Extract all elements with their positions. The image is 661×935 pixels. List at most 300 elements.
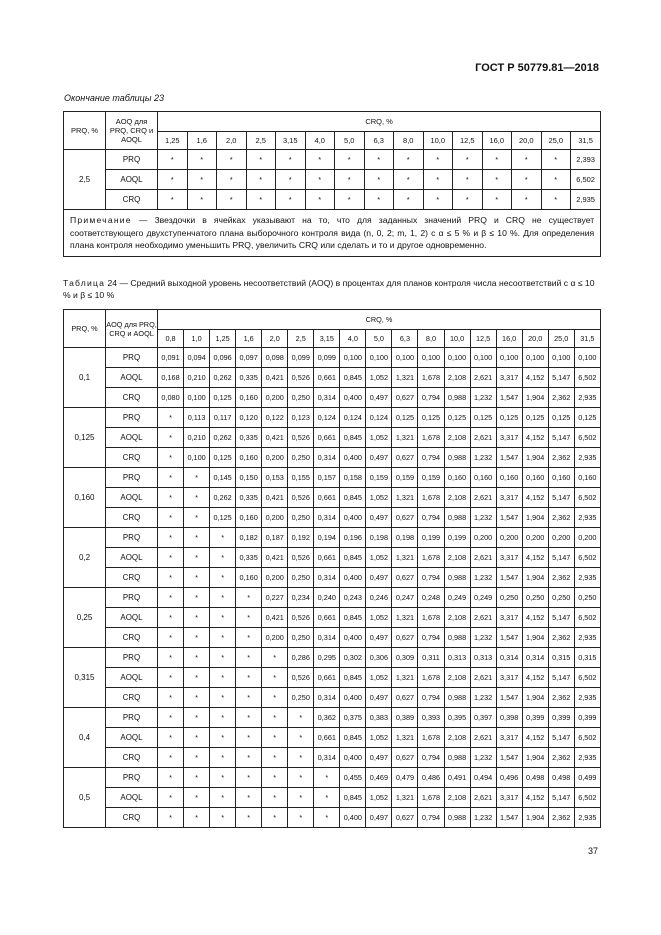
table-cell: 0,262 — [210, 428, 236, 448]
table-cell: * — [184, 708, 210, 728]
table-cell: 0,794 — [418, 568, 444, 588]
table-cell: 0,627 — [392, 748, 418, 768]
crq-value-header: 0,8 — [158, 330, 184, 348]
table-row — [64, 528, 601, 548]
note-text: — Звездочки в ячейках указывают на то, что для заданных значений PRQ и CRQ не существует соответствующего двухступенчатого плана выборочного контроля вида (n, 0, 2; m, 1, 2) с α ≤ 5 % и β ≤ 10 %. Для определения плана контроля необходимо уменьшить PRQ, увеличить CRQ или сделать и то и другое одновременно. — [70, 215, 595, 250]
table-cell: 2,362 — [548, 808, 574, 828]
table-cell: 2,935 — [574, 388, 600, 408]
table-cell: 0,160 — [236, 388, 262, 408]
table-cell: * — [262, 648, 288, 668]
table-cell: 4,152 — [522, 428, 548, 448]
table-cell: 6,502 — [574, 728, 600, 748]
table-cell: 0,200 — [496, 528, 522, 548]
parameter-label: AOQL — [106, 428, 158, 448]
table-cell: 0,988 — [444, 508, 470, 528]
table-cell: 0,988 — [444, 808, 470, 828]
table-cell: * — [246, 170, 276, 190]
table-cell: 0,661 — [314, 668, 340, 688]
table-cell: 0,362 — [314, 708, 340, 728]
table-cell: 2,108 — [444, 548, 470, 568]
table-cell: 0,100 — [496, 348, 522, 368]
table-cell: 0,125 — [548, 408, 574, 428]
table-cell: 0,168 — [158, 368, 184, 388]
table-cell: 2,362 — [548, 448, 574, 468]
table-cell: 0,498 — [548, 768, 574, 788]
table-cell: 2,935 — [574, 448, 600, 468]
table-cell: 0,794 — [418, 808, 444, 828]
table-cell: 0,526 — [288, 368, 314, 388]
table-cell: 0,198 — [392, 528, 418, 548]
parameter-label: AOQL — [106, 668, 158, 688]
crq-value-header: 31,5 — [571, 132, 601, 150]
table-cell: 0,250 — [288, 628, 314, 648]
table-cell: 1,547 — [496, 748, 522, 768]
table-cell: * — [184, 548, 210, 568]
table-cell: 0,200 — [262, 448, 288, 468]
table-cell: * — [236, 728, 262, 748]
table-cell: 0,306 — [366, 648, 392, 668]
table-cell: 0,988 — [444, 628, 470, 648]
table-cell: 2,621 — [470, 788, 496, 808]
table-cell: 5,147 — [548, 488, 574, 508]
table-cell: 0,249 — [444, 588, 470, 608]
table-cell: 2,393 — [571, 150, 601, 170]
table-cell: 1,547 — [496, 688, 522, 708]
table-cell: * — [158, 648, 184, 668]
table-cell: * — [276, 150, 306, 170]
crq-value-header: 4,0 — [305, 132, 335, 150]
table-cell: 0,099 — [288, 348, 314, 368]
table-cell: * — [453, 190, 483, 210]
table-cell: * — [210, 708, 236, 728]
table-cell: 2,621 — [470, 368, 496, 388]
table-cell: * — [394, 190, 424, 210]
table24-caption — [63, 277, 600, 301]
table-cell: * — [236, 748, 262, 768]
table-cell: * — [210, 568, 236, 588]
table-cell: 0,479 — [392, 768, 418, 788]
prq-group-value: 0,160 — [64, 468, 106, 528]
parameter-label: CRQ — [106, 568, 158, 588]
table-cell: 3,317 — [496, 548, 522, 568]
table-cell: * — [482, 150, 512, 170]
table-cell: 1,547 — [496, 628, 522, 648]
table-cell: * — [482, 190, 512, 210]
table-cell: * — [236, 808, 262, 828]
table-cell: 4,152 — [522, 368, 548, 388]
table-cell: 0,845 — [340, 368, 366, 388]
aoq-column-header: AOQ для PRQ, CRQ и AOQL — [106, 112, 158, 150]
table-cell: * — [394, 150, 424, 170]
table-cell: 1,904 — [522, 628, 548, 648]
crq-value-header: 1,25 — [210, 330, 236, 348]
table-cell: 3,317 — [496, 728, 522, 748]
table-cell: 0,160 — [574, 468, 600, 488]
table-cell: 0,314 — [314, 628, 340, 648]
table-cell: * — [541, 170, 571, 190]
table-cell: * — [236, 708, 262, 728]
table-cell: * — [158, 190, 188, 210]
crq-value-header: 20,0 — [512, 132, 542, 150]
table-cell: 0,160 — [496, 468, 522, 488]
parameter-label: CRQ — [106, 628, 158, 648]
aoq-column-header: AOQ для PRQ, CRQ и AOQL — [106, 310, 158, 348]
table-cell: * — [158, 748, 184, 768]
table-cell: 3,317 — [496, 788, 522, 808]
table-cell: 5,147 — [548, 788, 574, 808]
table-cell: 0,526 — [288, 608, 314, 628]
table-cell: 1,678 — [418, 428, 444, 448]
table-cell: 0,496 — [496, 768, 522, 788]
table-cell: 0,160 — [236, 508, 262, 528]
table-cell: 4,152 — [522, 728, 548, 748]
crq-value-header: 2,5 — [246, 132, 276, 150]
crq-value-header: 5,0 — [366, 330, 392, 348]
table-cell: * — [262, 768, 288, 788]
table-cell: 0,250 — [288, 448, 314, 468]
table-cell: 0,160 — [236, 568, 262, 588]
table-cell: 0,094 — [184, 348, 210, 368]
crq-value-header: 3,15 — [314, 330, 340, 348]
prq-column-header: PRQ, % — [64, 112, 106, 150]
parameter-label: AOQL — [106, 548, 158, 568]
table-cell: 1,052 — [366, 368, 392, 388]
table-cell: 2,108 — [444, 608, 470, 628]
table-cell: * — [512, 170, 542, 190]
table-cell: 0,100 — [366, 348, 392, 368]
table-cell: * — [158, 150, 188, 170]
table-cell: 2,935 — [574, 568, 600, 588]
table-cell: * — [158, 768, 184, 788]
table-cell: * — [236, 688, 262, 708]
table-cell: 0,497 — [366, 508, 392, 528]
table-cell: 0,247 — [392, 588, 418, 608]
table-row — [64, 748, 601, 768]
table-cell: 0,845 — [340, 728, 366, 748]
parameter-label: PRQ — [106, 408, 158, 428]
table-cell: 0,100 — [184, 448, 210, 468]
table-cell: 1,321 — [392, 488, 418, 508]
table-cell: 0,395 — [444, 708, 470, 728]
prq-group-value: 0,125 — [64, 408, 106, 468]
table-cell: 2,108 — [444, 488, 470, 508]
table-cell: * — [158, 528, 184, 548]
table-cell: * — [184, 568, 210, 588]
table-cell: * — [453, 170, 483, 190]
table-cell: * — [210, 788, 236, 808]
parameter-label: PRQ — [106, 708, 158, 728]
table-cell: 0,400 — [340, 688, 366, 708]
prq-group-value: 0,315 — [64, 648, 106, 708]
table-cell: 4,152 — [522, 668, 548, 688]
table-cell: 0,627 — [392, 688, 418, 708]
table-cell: 0,125 — [496, 408, 522, 428]
table-cell: 0,100 — [444, 348, 470, 368]
table-cell: 2,362 — [548, 388, 574, 408]
crq-value-header: 1,6 — [187, 132, 217, 150]
table-cell: * — [482, 170, 512, 190]
crq-value-header: 20,0 — [522, 330, 548, 348]
parameter-label: AOQL — [106, 608, 158, 628]
table-cell: * — [236, 788, 262, 808]
table-cell: 0,122 — [262, 408, 288, 428]
table-cell: * — [262, 708, 288, 728]
table-cell: * — [364, 170, 394, 190]
table-cell: * — [158, 488, 184, 508]
table-cell: * — [453, 150, 483, 170]
table-cell: 1,052 — [366, 728, 392, 748]
table-row — [64, 588, 601, 608]
table-cell: 2,108 — [444, 788, 470, 808]
table-cell: 0,234 — [288, 588, 314, 608]
table-cell: 0,498 — [522, 768, 548, 788]
table-cell: 1,321 — [392, 728, 418, 748]
parameter-label: PRQ — [106, 468, 158, 488]
table-cell: 0,494 — [470, 768, 496, 788]
table-cell: * — [364, 150, 394, 170]
table-cell: * — [423, 150, 453, 170]
crq-value-header: 25,0 — [548, 330, 574, 348]
table-cell: 0,250 — [548, 588, 574, 608]
table-cell: 0,098 — [262, 348, 288, 368]
table-cell: * — [335, 150, 365, 170]
table-row — [64, 668, 601, 688]
table-row — [64, 708, 601, 728]
table-cell: * — [423, 190, 453, 210]
table-cell: 1,678 — [418, 728, 444, 748]
table-cell: 4,152 — [522, 548, 548, 568]
table-cell: 2,108 — [444, 368, 470, 388]
table-cell: 0,200 — [522, 528, 548, 548]
table-cell: 0,200 — [262, 508, 288, 528]
crq-column-header: CRQ, % — [158, 112, 601, 132]
table-cell: 0,113 — [184, 408, 210, 428]
crq-value-header: 8,0 — [418, 330, 444, 348]
parameter-label: AOQL — [106, 788, 158, 808]
table-cell: * — [158, 588, 184, 608]
table-cell: 0,400 — [340, 388, 366, 408]
table-cell: 0,248 — [418, 588, 444, 608]
table-cell: 0,400 — [340, 748, 366, 768]
table-cell: 0,125 — [574, 408, 600, 428]
crq-value-header: 4,0 — [340, 330, 366, 348]
table-row — [64, 150, 601, 170]
table-cell: 4,152 — [522, 488, 548, 508]
table-cell: 3,317 — [496, 488, 522, 508]
table-cell: 0,314 — [314, 568, 340, 588]
table-cell: * — [184, 688, 210, 708]
table-cell: 0,794 — [418, 748, 444, 768]
table-cell: 0,526 — [288, 548, 314, 568]
table-cell: * — [184, 748, 210, 768]
crq-value-header: 5,0 — [335, 132, 365, 150]
table-row — [64, 488, 601, 508]
parameter-label: AOQL — [106, 170, 158, 190]
table-cell: * — [184, 808, 210, 828]
parameter-label: CRQ — [106, 748, 158, 768]
table-cell: * — [262, 808, 288, 828]
table-cell: * — [210, 688, 236, 708]
table-cell: 0,491 — [444, 768, 470, 788]
table-cell: 0,315 — [574, 648, 600, 668]
table-cell: 0,421 — [262, 488, 288, 508]
crq-value-header: 1,25 — [158, 132, 188, 150]
table-cell: 3,317 — [496, 668, 522, 688]
table-cell: 0,240 — [314, 588, 340, 608]
table-cell: 1,321 — [392, 428, 418, 448]
crq-value-header: 10,0 — [444, 330, 470, 348]
table-cell: 0,125 — [418, 408, 444, 428]
table-cell: 0,398 — [496, 708, 522, 728]
table-cell: 0,400 — [340, 808, 366, 828]
table-cell: * — [262, 668, 288, 688]
table-cell: 2,935 — [574, 628, 600, 648]
table-cell: 1,232 — [470, 628, 496, 648]
table-cell: 1,547 — [496, 508, 522, 528]
table-cell: 0,159 — [392, 468, 418, 488]
table-cell: 5,147 — [548, 608, 574, 628]
parameter-label: PRQ — [106, 348, 158, 368]
table-cell: 1,678 — [418, 368, 444, 388]
table-cell: 0,200 — [262, 568, 288, 588]
table-cell: 4,152 — [522, 608, 548, 628]
table-cell: * — [236, 628, 262, 648]
table-cell: 0,455 — [340, 768, 366, 788]
table-cell: 2,362 — [548, 688, 574, 708]
table-cell: * — [184, 468, 210, 488]
crq-value-header: 2,5 — [288, 330, 314, 348]
table-cell: 0,661 — [314, 368, 340, 388]
table-cell: 0,100 — [574, 348, 600, 368]
header-row — [64, 310, 601, 330]
table-cell: 0,313 — [470, 648, 496, 668]
prq-group-value: 0,1 — [64, 348, 106, 408]
table-23 — [63, 111, 601, 257]
table-cell: 0,150 — [236, 468, 262, 488]
table-cell: 0,988 — [444, 748, 470, 768]
table-cell: 0,124 — [340, 408, 366, 428]
table-cell: 0,100 — [184, 388, 210, 408]
table-cell: * — [210, 648, 236, 668]
table-24 — [63, 309, 601, 828]
table-cell: 0,153 — [262, 468, 288, 488]
table-cell: 0,661 — [314, 728, 340, 748]
table-cell: * — [423, 170, 453, 190]
table-cell: * — [288, 728, 314, 748]
table-cell: * — [288, 768, 314, 788]
table-cell: 2,108 — [444, 428, 470, 448]
table-cell: 0,100 — [522, 348, 548, 368]
table-cell: 0,198 — [366, 528, 392, 548]
parameter-label: CRQ — [106, 688, 158, 708]
table-cell: 0,309 — [392, 648, 418, 668]
table-cell: 0,497 — [366, 628, 392, 648]
table-cell: * — [512, 150, 542, 170]
table-cell: 1,321 — [392, 548, 418, 568]
table23-caption: Окончание таблицы 23 — [64, 93, 164, 103]
table-cell: 0,100 — [340, 348, 366, 368]
table-cell: 0,125 — [210, 388, 236, 408]
table-cell: * — [210, 588, 236, 608]
table-cell: 1,678 — [418, 608, 444, 628]
table-cell: * — [184, 508, 210, 528]
table-cell: * — [288, 748, 314, 768]
table-cell: 0,120 — [236, 408, 262, 428]
table-cell: 2,935 — [574, 688, 600, 708]
table-row — [64, 408, 601, 428]
note-label: Примечание — [70, 215, 132, 225]
table-cell: 0,159 — [366, 468, 392, 488]
table-cell: 5,147 — [548, 548, 574, 568]
table-row — [64, 688, 601, 708]
table-row — [64, 548, 601, 568]
table-cell: 0,199 — [444, 528, 470, 548]
table-cell: 0,661 — [314, 548, 340, 568]
table-cell: 0,155 — [288, 468, 314, 488]
table-cell: * — [158, 548, 184, 568]
table-cell: 0,845 — [340, 608, 366, 628]
table-row — [64, 608, 601, 628]
table-cell: 0,627 — [392, 448, 418, 468]
table-cell: 0,988 — [444, 568, 470, 588]
crq-value-header: 12,5 — [453, 132, 483, 150]
table-cell: * — [262, 748, 288, 768]
table-cell: 0,526 — [288, 488, 314, 508]
table-row — [64, 190, 601, 210]
table-cell: 1,904 — [522, 388, 548, 408]
table-cell: 5,147 — [548, 428, 574, 448]
table-cell: 1,678 — [418, 668, 444, 688]
table-cell: * — [210, 528, 236, 548]
table-cell: * — [262, 788, 288, 808]
table-cell: 0,100 — [470, 348, 496, 368]
table-cell: 6,502 — [574, 608, 600, 628]
table-row — [64, 568, 601, 588]
table-cell: * — [262, 688, 288, 708]
crq-value-header: 6,3 — [392, 330, 418, 348]
table-cell: 0,399 — [522, 708, 548, 728]
table-row — [64, 388, 601, 408]
table-cell: 0,421 — [262, 608, 288, 628]
table-cell: 1,904 — [522, 688, 548, 708]
table-cell: 0,400 — [340, 568, 366, 588]
table-cell: * — [210, 668, 236, 688]
table-cell: 0,100 — [418, 348, 444, 368]
table-cell: * — [184, 608, 210, 628]
table-cell: * — [335, 190, 365, 210]
table-cell: * — [364, 190, 394, 210]
parameter-label: AOQL — [106, 728, 158, 748]
table-cell: 1,321 — [392, 788, 418, 808]
table-cell: 0,486 — [418, 768, 444, 788]
table-cell: 0,227 — [262, 588, 288, 608]
table-cell: 6,502 — [574, 488, 600, 508]
crq-column-header: CRQ, % — [158, 310, 601, 330]
table-cell: 0,497 — [366, 388, 392, 408]
table-cell: 0,096 — [210, 348, 236, 368]
table-cell: * — [184, 588, 210, 608]
table-cell: 0,314 — [314, 388, 340, 408]
table-cell: * — [210, 808, 236, 828]
table-cell: * — [246, 190, 276, 210]
parameter-label: PRQ — [106, 588, 158, 608]
table-cell: 0,250 — [288, 688, 314, 708]
table-cell: 2,362 — [548, 748, 574, 768]
prq-group-value: 0,5 — [64, 768, 106, 828]
table-cell: 0,097 — [236, 348, 262, 368]
table-cell: 0,794 — [418, 508, 444, 528]
table-cell: 0,200 — [548, 528, 574, 548]
